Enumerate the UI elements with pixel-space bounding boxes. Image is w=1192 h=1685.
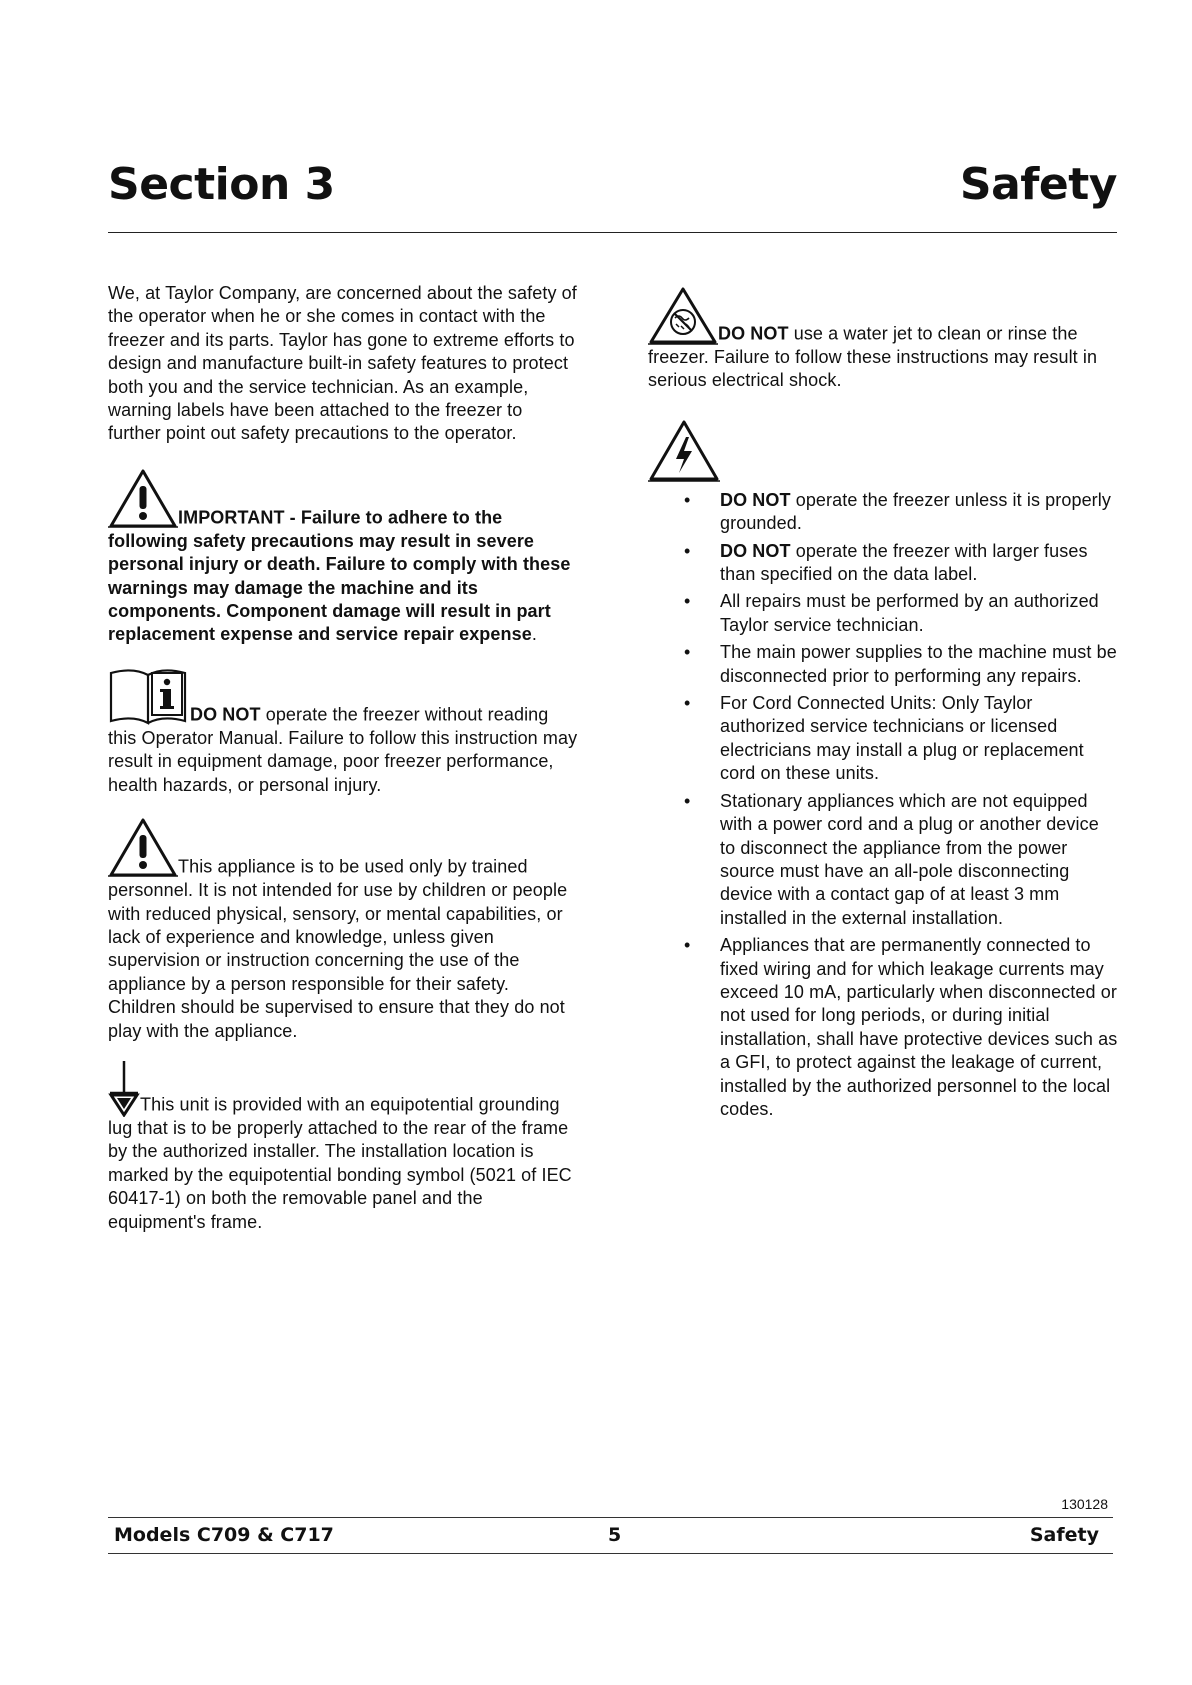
list-item xyxy=(648,934,1118,1121)
list-item xyxy=(648,692,1118,786)
important-notice xyxy=(108,468,578,647)
page-number: 5 xyxy=(608,1524,622,1546)
bullet-icon: • xyxy=(684,642,691,663)
read-manual-icon xyxy=(108,667,190,727)
list-item xyxy=(648,489,1118,536)
water-jet-text: use a water jet to clean or rinse the freezer. Failure to follow these instructions may result in serious electrical shock. xyxy=(648,323,1098,391)
footer-models: Models C709 & C717 xyxy=(114,1524,334,1546)
electrical-safety-list xyxy=(648,489,1118,1122)
bullet-text: operate the freezer with larger fuses than specified on the data label. xyxy=(720,540,1088,585)
grounding-text: This unit is provided with an equipotential grounding lug that is to be properly attached to the rear of the frame by the authorized installer. The installation location is marked by the equipotential bonding symbol (5021 of IEC 60417-1) on both the removable panel and the equipment's frame. xyxy=(108,1094,572,1232)
warning-triangle-icon xyxy=(108,468,178,530)
intro-paragraph: We, at Taylor Company, are concerned about the safety of the operator when he or she comes in contact with the freezer and its parts. Taylor has gone to extreme efforts to design and manufacture built-in safety features to protect both you and the service technician. As an example, warning labels have been attached to the freezer to further point out safety precautions to the operator. xyxy=(108,283,577,444)
section-name: Safety xyxy=(959,159,1117,210)
bullet-icon: • xyxy=(684,935,691,956)
water-jet-emphasis: DO NOT xyxy=(718,323,789,344)
list-item xyxy=(648,790,1118,930)
footer-divider-top xyxy=(108,1517,1113,1518)
bullet-text: All repairs must be performed by an authorized Taylor service technician. xyxy=(720,591,1099,635)
manual-emphasis: DO NOT xyxy=(190,704,261,725)
equipotential-bonding-icon xyxy=(108,1059,140,1117)
warning-triangle-icon xyxy=(108,817,178,879)
list-item xyxy=(648,540,1118,587)
section-label: Section 3 xyxy=(108,159,335,210)
bullet-text: Appliances that are permanently connected to fixed wiring and for which leakage currents may exceed 10 mA, particularly when disconnected or not used for long periods, or during initial installation, shall have protective devices such as a GFI, to protect against the leakage of current, installed by the authorized personnel to the local codes. xyxy=(720,935,1118,1119)
bullet-icon: • xyxy=(684,489,691,510)
grounding-notice xyxy=(108,1059,578,1234)
electrical-hazard-icon xyxy=(648,419,720,483)
water-jet-notice xyxy=(648,286,1118,393)
bullet-text: Stationary appliances which are not equipped with a power cord and a plug or another device to disconnect the appliance from the power source must have an all-pole disconnecting device with a contact gap of at least 3 mm installed in the external installation. xyxy=(720,790,1099,928)
trained-personnel-notice xyxy=(108,817,578,1043)
right-column xyxy=(648,286,1118,1125)
manual-text: operate the freezer without reading this Operator Manual. Failure to follow this instruction may result in equipment damage, poor freezer performance, health hazards, or personal injury. xyxy=(108,704,578,795)
bullet-icon: • xyxy=(684,591,691,612)
bullet-icon: • xyxy=(684,540,691,561)
bullet-icon: • xyxy=(684,693,691,714)
page-footer xyxy=(114,1522,1099,1548)
bullet-emphasis: DO NOT xyxy=(720,489,791,510)
bullet-emphasis: DO NOT xyxy=(720,540,791,561)
footer-divider-bottom xyxy=(108,1553,1113,1554)
bullet-text: operate the freezer unless it is properly grounded. xyxy=(720,489,1111,534)
important-text: IMPORTANT - Failure to adhere to the following safety precautions may result in severe personal injury or death. Failure to comply with these warnings may damage the machine and its components. Component damage will result in part replacement expense and service repair expense xyxy=(108,507,571,645)
bullet-text: The main power supplies to the machine must be disconnected prior to performing any repairs. xyxy=(720,642,1117,686)
bullet-icon: • xyxy=(684,790,691,811)
trained-text: This appliance is to be used only by trained personnel. It is not intended for use by children or people with reduced physical, sensory, or mental capabilities, or lack of experience and knowledge, unless given supervision or instruction concerning the use of the appliance by a person responsible for their safety. Children should be supervised to ensure that they do not play with the appliance. xyxy=(108,856,568,1041)
header-divider xyxy=(108,232,1117,233)
list-item xyxy=(648,641,1118,688)
footer-section: Safety xyxy=(1029,1524,1099,1546)
document-code: 130128 xyxy=(1061,1496,1108,1512)
manual-notice xyxy=(108,667,578,797)
page-header xyxy=(108,158,1117,218)
no-water-jet-icon xyxy=(648,286,718,346)
important-trail: . xyxy=(531,624,537,645)
left-column xyxy=(108,282,578,1234)
bullet-text: For Cord Connected Units: Only Taylor authorized service technicians or licensed electricians may install a plug or replacement cord on these units. xyxy=(720,693,1084,784)
list-item xyxy=(648,590,1118,637)
